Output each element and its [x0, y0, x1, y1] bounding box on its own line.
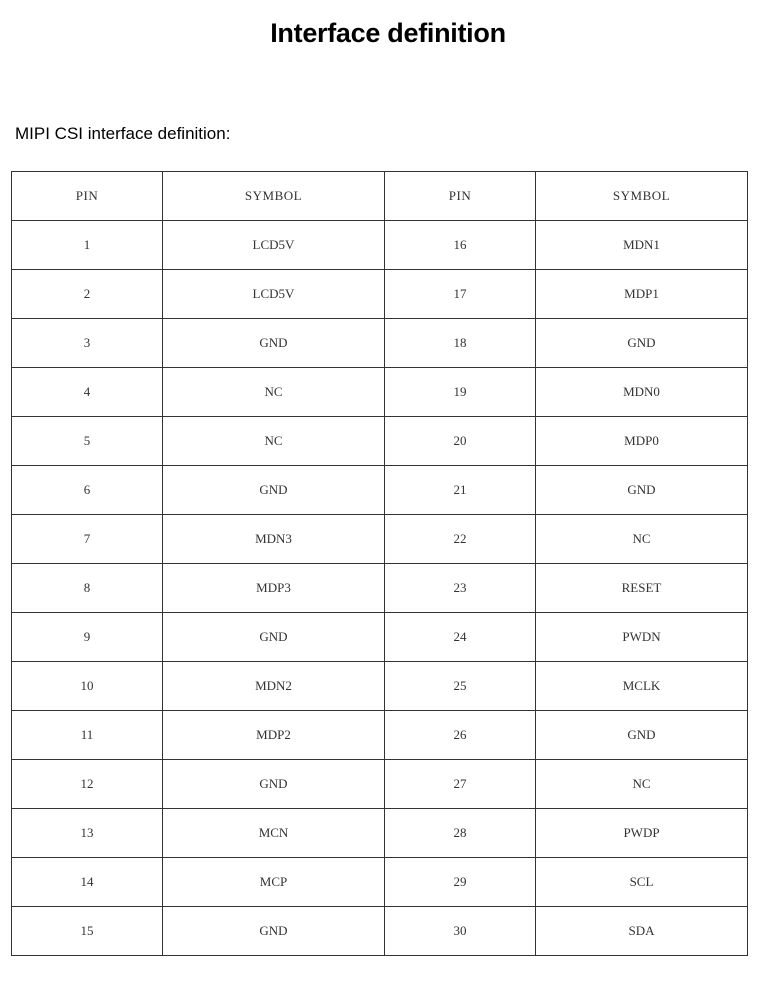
table-row: [12, 809, 748, 858]
pin-cell: 10: [12, 662, 163, 711]
pin-cell: 20: [385, 417, 536, 466]
symbol-cell: RESET: [536, 564, 748, 613]
symbol-cell: NC: [163, 368, 385, 417]
symbol-cell: NC: [536, 515, 748, 564]
symbol-cell: NC: [536, 760, 748, 809]
symbol-cell: MDP3: [163, 564, 385, 613]
symbol-cell: GND: [536, 711, 748, 760]
table-row: [12, 319, 748, 368]
symbol-cell: MCP: [163, 858, 385, 907]
symbol-cell: GND: [536, 466, 748, 515]
pin-cell: 5: [12, 417, 163, 466]
symbol-cell: LCD5V: [163, 270, 385, 319]
table-row: [12, 270, 748, 319]
header-symbol: SYMBOL: [536, 172, 748, 221]
symbol-cell: GND: [536, 319, 748, 368]
symbol-cell: MDP1: [536, 270, 748, 319]
symbol-cell: MDN3: [163, 515, 385, 564]
section-heading: MIPI CSI interface definition:: [15, 124, 231, 143]
pin-cell: 14: [12, 858, 163, 907]
symbol-cell: GND: [163, 319, 385, 368]
table-row: [12, 711, 748, 760]
pin-cell: 12: [12, 760, 163, 809]
pin-cell: 1: [12, 221, 163, 270]
symbol-cell: MDP0: [536, 417, 748, 466]
symbol-cell: MDN1: [536, 221, 748, 270]
table-header-row: [12, 172, 748, 221]
pin-cell: 4: [12, 368, 163, 417]
symbol-cell: GND: [163, 760, 385, 809]
pin-cell: 15: [12, 907, 163, 956]
symbol-cell: GND: [163, 466, 385, 515]
table-row: [12, 907, 748, 956]
header-symbol: SYMBOL: [163, 172, 385, 221]
table-row: [12, 466, 748, 515]
symbol-cell: GND: [163, 907, 385, 956]
pin-cell: 6: [12, 466, 163, 515]
table-body: [12, 221, 748, 956]
symbol-cell: MDN2: [163, 662, 385, 711]
symbol-cell: NC: [163, 417, 385, 466]
pin-cell: 25: [385, 662, 536, 711]
symbol-cell: SCL: [536, 858, 748, 907]
pin-cell: 28: [385, 809, 536, 858]
pin-cell: 29: [385, 858, 536, 907]
table-row: [12, 662, 748, 711]
pin-cell: 21: [385, 466, 536, 515]
symbol-cell: PWDP: [536, 809, 748, 858]
table-row: [12, 613, 748, 662]
pin-cell: 23: [385, 564, 536, 613]
pin-cell: 2: [12, 270, 163, 319]
page-title: Interface definition: [270, 18, 506, 48]
header-pin: PIN: [385, 172, 536, 221]
pin-cell: 22: [385, 515, 536, 564]
table-row: [12, 221, 748, 270]
table-row: [12, 417, 748, 466]
table-row: [12, 760, 748, 809]
pin-cell: 26: [385, 711, 536, 760]
header-pin: PIN: [12, 172, 163, 221]
symbol-cell: PWDN: [536, 613, 748, 662]
table-row: [12, 368, 748, 417]
pin-cell: 9: [12, 613, 163, 662]
table-row: [12, 858, 748, 907]
pin-cell: 3: [12, 319, 163, 368]
symbol-cell: LCD5V: [163, 221, 385, 270]
pin-cell: 13: [12, 809, 163, 858]
pin-cell: 18: [385, 319, 536, 368]
pin-cell: 16: [385, 221, 536, 270]
pin-cell: 11: [12, 711, 163, 760]
pin-cell: 7: [12, 515, 163, 564]
pin-cell: 30: [385, 907, 536, 956]
pin-cell: 24: [385, 613, 536, 662]
table-row: [12, 564, 748, 613]
symbol-cell: MCLK: [536, 662, 748, 711]
symbol-cell: MDP2: [163, 711, 385, 760]
pin-cell: 27: [385, 760, 536, 809]
table-row: [12, 515, 748, 564]
symbol-cell: MDN0: [536, 368, 748, 417]
pin-definition-table: [11, 171, 748, 956]
pin-cell: 8: [12, 564, 163, 613]
symbol-cell: SDA: [536, 907, 748, 956]
symbol-cell: GND: [163, 613, 385, 662]
pin-cell: 17: [385, 270, 536, 319]
pin-cell: 19: [385, 368, 536, 417]
symbol-cell: MCN: [163, 809, 385, 858]
